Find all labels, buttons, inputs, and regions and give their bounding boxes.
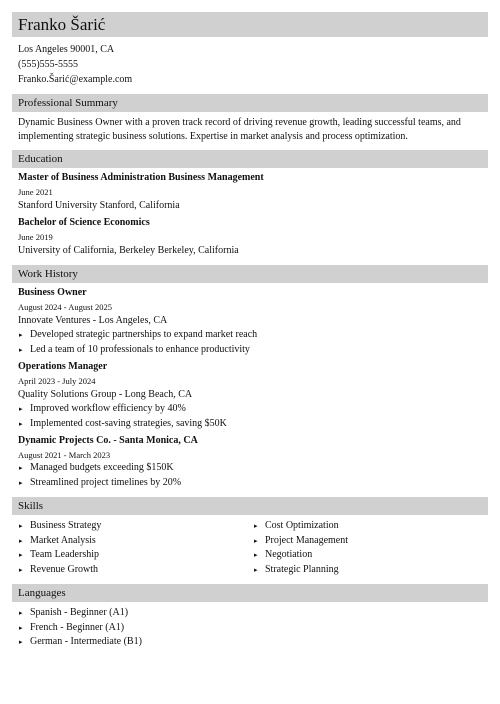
- work-heading: Work History: [12, 265, 488, 283]
- education-heading: Education: [12, 150, 488, 168]
- list-item: ▸ Spanish - Beginner (A1): [18, 606, 488, 621]
- job-title: Dynamic Projects Co. - Santa Monica, CA: [18, 435, 198, 446]
- bullet-arrow-icon: ▸: [19, 609, 23, 617]
- bullet-arrow-icon: ▸: [19, 565, 23, 574]
- summary-heading: Professional Summary: [12, 94, 488, 112]
- education-section: [12, 171, 488, 258]
- list-item: ▸ Project Management: [253, 534, 488, 549]
- work-section: [12, 286, 488, 490]
- list-item: ▸ Business Strategy: [18, 519, 253, 534]
- bullet-arrow-icon: ▸: [254, 536, 258, 545]
- bullet-arrow-icon: ▸: [19, 331, 23, 339]
- email: Franko.Šarić@example.com: [18, 74, 133, 85]
- graduation-date: June 2021: [18, 187, 53, 197]
- school: Stanford University Stanford, California: [18, 200, 180, 211]
- candidate-name: Franko Šarić: [18, 15, 106, 34]
- bullet-arrow-icon: ▸: [19, 623, 23, 632]
- phone: (555)555-5555: [18, 59, 78, 70]
- resume-page: [12, 12, 488, 650]
- list-item: ▸ Implemented cost-saving strategies, saving $50K: [18, 417, 488, 432]
- job-dates: August 2024 - August 2025: [18, 302, 112, 312]
- list-item: ▸ Improved workflow efficiency by 40%: [18, 402, 488, 417]
- education-entry: [18, 171, 488, 213]
- bullet-arrow-icon: ▸: [254, 522, 258, 530]
- bullet-arrow-icon: ▸: [254, 565, 258, 574]
- list-item: ▸ Revenue Growth: [18, 563, 253, 578]
- languages-section: [12, 606, 488, 650]
- address: Los Angeles 90001, CA: [18, 44, 115, 55]
- education-entry: [18, 216, 488, 258]
- list-item: ▸ Team Leadership: [18, 548, 253, 563]
- job-dates: April 2023 - July 2024: [18, 376, 96, 386]
- bullet-arrow-icon: ▸: [19, 522, 23, 530]
- list-item: ▸ Negotiation: [253, 548, 488, 563]
- company: Quality Solutions Group - Long Beach, CA: [18, 389, 193, 400]
- contact-info: [12, 42, 488, 87]
- list-item: ▸ Led a team of 10 professionals to enhance productivity: [18, 343, 488, 358]
- name-header: [12, 12, 488, 37]
- school: University of California, Berkeley Berkeley, California: [18, 245, 239, 256]
- list-item: ▸ Strategic Planning: [253, 563, 488, 578]
- bullet-arrow-icon: ▸: [19, 464, 23, 472]
- job-entry: [18, 286, 488, 357]
- list-item: ▸ Cost Optimization: [253, 519, 488, 534]
- job-title: Operations Manager: [18, 361, 108, 372]
- job-dates: August 2021 - March 2023: [18, 450, 111, 460]
- job-title: Business Owner: [18, 287, 87, 298]
- bullet-arrow-icon: ▸: [19, 419, 23, 428]
- list-item: ▸ Streamlined project timelines by 20%: [18, 476, 488, 491]
- bullet-arrow-icon: ▸: [19, 405, 23, 413]
- list-item: ▸ Developed strategic partnerships to expand market reach: [18, 328, 488, 343]
- summary-text: Dynamic Business Owner with a proven track record of driving revenue growth, leading successful teams, and implementing strategic business solutions. Expertise in market analysis and process optimization.: [18, 117, 461, 142]
- bullet-arrow-icon: ▸: [254, 551, 258, 559]
- graduation-date: June 2019: [18, 232, 53, 242]
- bullet-arrow-icon: ▸: [19, 551, 23, 559]
- degree: Bachelor of Science Economics: [18, 217, 150, 228]
- bullet-arrow-icon: ▸: [19, 638, 23, 646]
- skills-right-column: [253, 519, 488, 577]
- bullet-arrow-icon: ▸: [19, 345, 23, 354]
- list-item: ▸ French - Beginner (A1): [18, 621, 488, 636]
- skills-heading: Skills: [12, 497, 488, 515]
- skills-section: [12, 519, 488, 577]
- degree: Master of Business Administration Business Management: [18, 172, 264, 183]
- bullet-arrow-icon: ▸: [19, 536, 23, 545]
- list-item: ▸ German - Intermediate (B1): [18, 635, 488, 650]
- bullet-arrow-icon: ▸: [19, 478, 23, 487]
- list-item: ▸ Managed budgets exceeding $150K: [18, 461, 488, 476]
- job-entry: [18, 434, 488, 490]
- skills-left-column: [18, 519, 253, 577]
- job-entry: [18, 360, 488, 431]
- list-item: ▸ Market Analysis: [18, 534, 253, 549]
- languages-heading: Languages: [12, 584, 488, 602]
- company: Innovate Ventures - Los Angeles, CA: [18, 315, 168, 326]
